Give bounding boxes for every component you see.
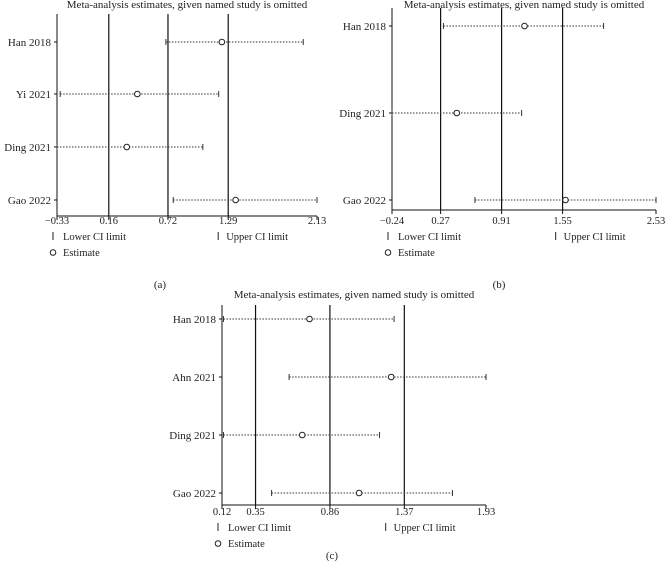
estimate-point <box>124 144 130 150</box>
legend-estimate-marker <box>215 541 221 547</box>
panel-a <box>4 0 326 291</box>
chart-title: Meta-analysis estimates, given named study is omitted <box>233 289 475 301</box>
legend-estimate-label: Estimate <box>63 248 100 259</box>
x-tick-label: 0.86 <box>320 507 340 518</box>
legend-lower-ci-label: Lower CI limit <box>398 232 461 243</box>
panel-label: (b) <box>492 279 506 291</box>
legend-upper-ci-label: Upper CI limit <box>563 232 626 243</box>
chart-title: Meta-analysis estimates, given named study is omitted <box>66 0 308 11</box>
study-label: Ding 2021 <box>339 108 386 120</box>
x-tick-label: 1.55 <box>553 216 572 227</box>
panel-c <box>169 289 495 562</box>
estimate-point <box>522 23 528 29</box>
x-tick-label: 0.12 <box>212 507 232 518</box>
study-label: Gao 2022 <box>7 195 51 207</box>
estimate-point <box>356 490 362 496</box>
chart-title: Meta-analysis estimates, given named study is omitted <box>403 0 645 11</box>
x-tick-label: 2.53 <box>646 216 666 227</box>
estimate-point <box>388 374 394 380</box>
study-label: Han 2018 <box>172 314 216 326</box>
legend-estimate-marker <box>385 250 391 256</box>
study-label: Yi 2021 <box>15 89 51 101</box>
legend-estimate-label: Estimate <box>228 539 265 550</box>
legend-upper-ci-label: Upper CI limit <box>393 523 456 534</box>
estimate-point <box>563 197 569 203</box>
estimate-point <box>135 91 141 97</box>
legend-upper-ci-label: Upper CI limit <box>226 232 289 243</box>
estimate-point <box>233 197 239 203</box>
x-tick-label: −0.33 <box>44 216 70 227</box>
x-tick-label: 0.35 <box>246 507 265 518</box>
study-label: Han 2018 <box>7 37 51 49</box>
estimate-point <box>307 316 313 322</box>
legend-estimate-marker <box>50 250 56 256</box>
x-tick-label: 0.91 <box>492 216 511 227</box>
legend-lower-ci-label: Lower CI limit <box>63 232 126 243</box>
study-label: Gao 2022 <box>342 195 386 207</box>
study-label: Ding 2021 <box>169 430 216 442</box>
x-tick-label: 1.37 <box>395 507 414 518</box>
estimate-point <box>454 110 460 116</box>
legend-lower-ci-label: Lower CI limit <box>228 523 291 534</box>
x-tick-label: 0.16 <box>99 216 118 227</box>
panel-label: (a) <box>153 279 167 291</box>
study-label: Gao 2022 <box>172 488 216 500</box>
x-tick-label: 2.13 <box>307 216 327 227</box>
estimate-point <box>219 39 225 45</box>
study-label: Han 2018 <box>342 21 386 33</box>
panel-label: (c) <box>325 550 339 562</box>
study-label: Ahn 2021 <box>172 372 216 384</box>
panel-b <box>339 0 665 291</box>
study-label: Ding 2021 <box>4 142 51 154</box>
x-tick-label: 0.72 <box>158 216 178 227</box>
x-tick-label: 1.29 <box>219 216 238 227</box>
x-tick-label: −0.24 <box>379 216 405 227</box>
legend-estimate-label: Estimate <box>398 248 435 259</box>
x-tick-label: 1.93 <box>476 507 496 518</box>
x-tick-label: 0.27 <box>431 216 450 227</box>
estimate-point <box>299 432 305 438</box>
